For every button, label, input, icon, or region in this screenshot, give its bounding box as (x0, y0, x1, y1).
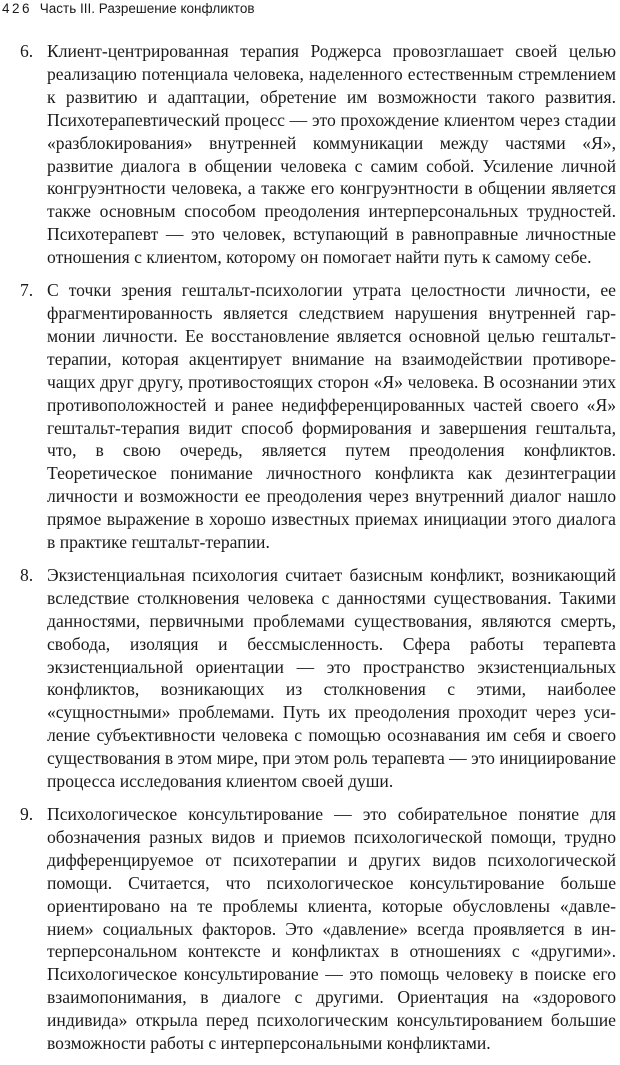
numbered-list (20, 40, 616, 1065)
item-number: 6. (20, 41, 34, 61)
section-title: Часть III. Разрешение конфликтов (39, 1, 255, 16)
item-text: Экзистенциальная психология считает базисным конфликт, возникающий вследствие столкновения человека с данностями существования. Такими данностями, первичными проблемами существования, являются смерть, свобода, изоляция и бессмысленность. Сфера работы терапевта экзистенциальной ориентации — это пространство экзистенциальных конфликтов, возникающих из столкновения с этими, наиболее «сущностными» проблемами. Путь их преодоления проходит через усиление субъективности человека с помощью осознавания им себя и своего существования в этом мире, при этом роль терапевта — это инициирование процесса исследования клиентом своей души. (47, 564, 616, 792)
item-text: С точки зрения гештальт-психологии утрата целостности личности, ее фрагментированность является следствием нарушения внутренней гармонии личности. Ее восстановление является основной целью гештальт-терапии, которая акцентирует внимание на взаимодействии противоречащих друг другу, противостоящих сторон «Я» человека. В осознании этих противоположностей и ранее недифференцированных частей своего «Я» гештальт-терапия видит способ формирования и завершения гештальта, что, в свою очередь, является путем преодоления конфликтов. Теоретическое понимание личностного конфликта как дезинтеграции личности и возможности ее преодоления через внутренний диалог нашло прямое выражение в хорошо известных приемах инициации этого диалога в практике гештальт-терапии. (47, 280, 616, 553)
item-text: Психологическое консультирование — это собирательное понятие для обозначения разных видов и приемов психологической помощи, трудно дифференцируемое от психотерапии и других видов психологической помощи. Считается, что психологическое консультирование больше ориентировано на те проблемы клиента, которые обусловлены «давлением» социальных факторов. Это «давление» всегда проявляется в интерперсональном контексте и конфликтах в отношениях с «другими». Психологическое консультирование — это помощь человеку в поиске его взаимопонимания, в диалоге с другими. Ориентация на «здорового индивида» открыла перед психологическим консультированием большие возможности работы с интерперсональными конфликтами. (47, 804, 616, 1054)
item-number: 8. (20, 564, 34, 585)
list-item (20, 40, 616, 269)
item-number: 7. (20, 280, 34, 301)
item-number: 9. (20, 804, 34, 824)
item-text: Клиент-центрированная терапия Роджерса провозглашает своей целью реализацию потенциала человека, наделенного естественным стремлением к развитию и адаптации, обретение им возможности такого развития. Психотерапевтический процесс — это прохождение клиентом через стадии «разблокирования» внутренней коммуникации между частями «Я», развитие диалога в общении человека с самим собой. Усиление личной конгруэнтности человека, а также его конгруэнтности в общении является также основным способом преодоления интерперсональных трудностей. Психотерапевт — это человек, вступающий в равноправные личностные отношения с клиентом, которому он помогает найти путь к самому себе. (47, 41, 616, 268)
page-number: 426 (2, 1, 33, 16)
list-item (20, 279, 616, 554)
list-item (20, 803, 616, 1055)
list-item (20, 564, 616, 793)
running-head (2, 0, 255, 18)
